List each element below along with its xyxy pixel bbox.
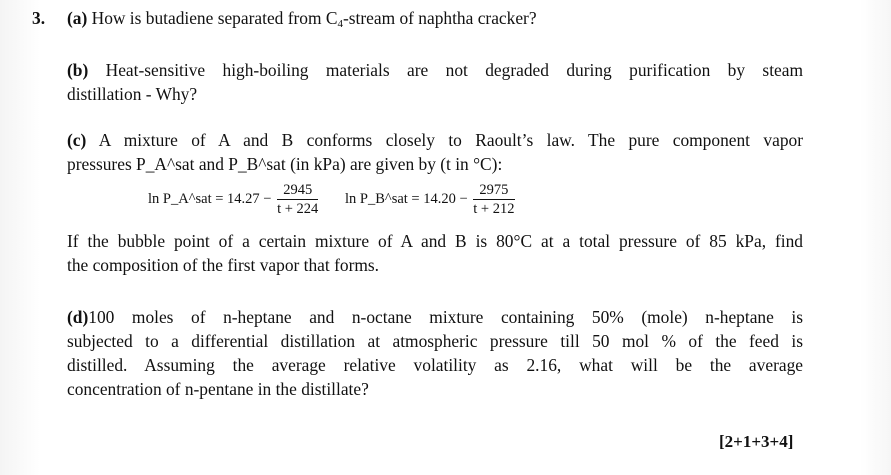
part-a-subscript: 4: [337, 18, 343, 30]
equation-a-fraction: [277, 181, 318, 218]
part-b-line2: distillation - Why?: [67, 84, 198, 104]
part-d: [67, 305, 803, 401]
part-d-line3: distilled. Assuming the average relative volatility as 2.16, what will be the average: [67, 355, 803, 375]
equation-b: [345, 181, 517, 218]
part-b-label: (b): [67, 60, 89, 80]
part-c-continued: [67, 229, 803, 277]
part-c-line1: A mixture of A and B conforms closely to Raoult’s law. The pure component vapor: [98, 130, 803, 150]
part-c-line4: the composition of the first vapor that forms.: [67, 255, 380, 275]
equation-b-lhs: ln P_B^sat = 14.20 −: [345, 190, 468, 207]
equation-a: [148, 181, 320, 218]
part-c-line2: pressures P_A^sat and P_B^sat (in kPa) are given by (t in °C):: [67, 154, 503, 174]
question-number: 3.: [32, 8, 46, 28]
equation-b-fraction: [473, 181, 514, 218]
equation-a-denominator: t + 224: [277, 201, 319, 217]
part-d-line1: 100 moles of n-heptane and n-octane mixture containing 50% (mole) n-heptane is: [88, 307, 803, 327]
equation-b-numerator: 2975: [473, 181, 514, 200]
part-d-label: (d): [67, 307, 89, 327]
part-c-line3: If the bubble point of a certain mixture of A and B is 80°C at a total pressure of 85 kPa, find: [67, 231, 803, 251]
part-d-line2: subjected to a differential distillation at atmospheric pressure till 50 mol % of the feed is: [67, 331, 803, 351]
part-b: [67, 58, 803, 106]
marks-allocation: [2+1+3+4]: [719, 432, 794, 451]
part-a: [67, 8, 537, 30]
part-c: [67, 128, 803, 176]
equation-a-numerator: 2945: [277, 181, 318, 200]
part-b-line1: Heat-sensitive high-boiling materials are not degraded during purification by steam: [105, 60, 803, 80]
equation-b-denominator: t + 212: [473, 201, 515, 217]
part-a-text-post: -stream of naphtha cracker?: [342, 8, 537, 28]
part-d-line4: concentration of n-pentane in the distillate?: [67, 379, 369, 399]
equation-a-lhs: ln P_A^sat = 14.27 −: [148, 190, 272, 207]
part-a-label: (a): [67, 8, 88, 28]
part-a-text-pre: How is butadiene separated from C: [91, 8, 338, 28]
part-c-label: (c): [67, 130, 87, 150]
